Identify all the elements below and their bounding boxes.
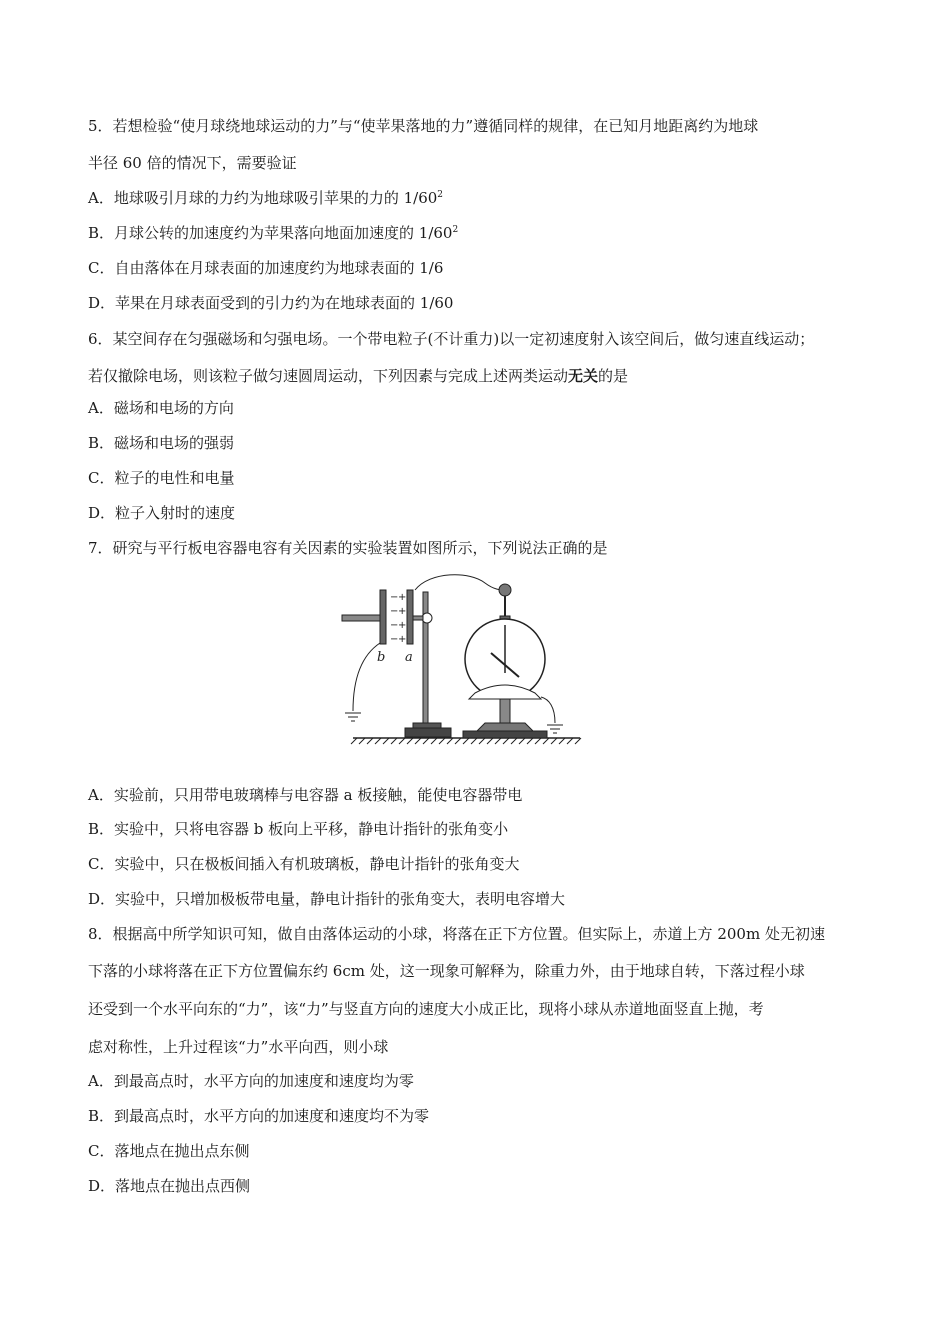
q8-option-b: B．到最高点时，水平方向的加速度和速度均不为零 (88, 1107, 430, 1125)
plus-sign: + (398, 634, 407, 645)
q8-option-d: D．落地点在抛出点西侧 (88, 1177, 251, 1195)
q6-emphasis-wuguan: 无关 (568, 367, 599, 385)
q7-stem: 7．研究与平行板电容器电容有关因素的实验装置如图所示，下列说法正确的是 (88, 539, 608, 557)
q8-option-c: C．落地点在抛出点东侧 (88, 1142, 250, 1160)
q7-option-c: C．实验中，只在极板间插入有机玻璃板，静电计指针的张角变大 (88, 855, 520, 873)
plus-sign: + (398, 620, 407, 631)
q8-stem-line4: 虑对称性，上升过程该“力”水平向西，则小球 (88, 1038, 389, 1056)
q8-stem-line1: 8．根据高中所学知识可知，做自由落体运动的小球，将落在正下方位置。但实际上，赤道上方 200m 处无初速 (88, 925, 825, 943)
q5-option-d: D．苹果在月球表面受到的引力约为在地球表面的 1/60 (88, 294, 454, 312)
q5-stem-line2: 半径 60 倍的情况下，需要验证 (88, 154, 297, 172)
q5-option-b-exponent: 2 (452, 225, 459, 235)
q5-option-c: C．自由落体在月球表面的加速度约为地球表面的 1/6 (88, 259, 444, 277)
q6-option-c: C．粒子的电性和电量 (88, 469, 235, 487)
q5-option-a-text: A．地球吸引月球的力约为地球吸引苹果的力的 1/60 (88, 189, 438, 207)
plate-a-label: a (405, 650, 413, 665)
q6-stem-line2-post: 的是 (598, 367, 629, 385)
q7-option-b: B．实验中，只将电容器 b 板向上平移，静电计指针的张角变小 (88, 820, 509, 838)
q8-option-a: A．到最高点时，水平方向的加速度和速度均为零 (88, 1072, 414, 1090)
minus-sign: − (390, 634, 399, 645)
q6-option-a: A．磁场和电场的方向 (88, 399, 234, 417)
q5-option-b (88, 223, 458, 243)
minus-sign: − (390, 606, 399, 617)
capacitor-electrometer-figure (335, 573, 585, 753)
q6-option-b: B．磁场和电场的强弱 (88, 434, 235, 452)
charge-signs (390, 592, 406, 645)
q6-option-d: D．粒子入射时的速度 (88, 504, 236, 522)
q8-stem-line3: 还受到一个水平向东的“力”，该“力”与竖直方向的速度大小成正比，现将小球从赤道地面竖直上抛，考 (88, 1000, 764, 1018)
plus-sign: + (398, 592, 407, 603)
q5-option-a (88, 188, 443, 208)
q7-option-d: D．实验中，只增加极板带电量，静电计指针的张角变大，表明电容增大 (88, 890, 566, 908)
minus-sign: − (390, 592, 399, 603)
q6-stem-line1: 6．某空间存在匀强磁场和匀强电场。一个带电粒子(不计重力)以一定初速度射入该空间后，做匀速直线运动； (88, 330, 815, 348)
q6-stem-line2-pre: 若仅撤除电场，则该粒子做匀速圆周运动，下列因素与完成上述两类运动 (88, 367, 569, 385)
q5-option-a-exponent: 2 (437, 190, 444, 200)
electrometer (463, 584, 563, 738)
q5-stem-line1: 5．若想检验“使月球绕地球运动的力”与“使苹果落地的力”遵循同样的规律，在已知月地距离约为地球 (88, 117, 759, 135)
q7-option-a: A．实验前，只用带电玻璃棒与电容器 a 板接触，能使电容器带电 (88, 786, 523, 804)
q8-stem-line2: 下落的小球将落在正下方位置偏东约 6cm 处，这一现象可解释为，除重力外，由于地球自转，下落过程小球 (88, 962, 805, 980)
plus-sign: + (398, 606, 407, 617)
q5-option-b-text: B．月球公转的加速度约为苹果落向地面加速度的 1/60 (88, 224, 453, 242)
plate-b-label: b (377, 650, 386, 665)
minus-sign: − (390, 620, 399, 631)
q6-stem-line2 (88, 366, 628, 386)
